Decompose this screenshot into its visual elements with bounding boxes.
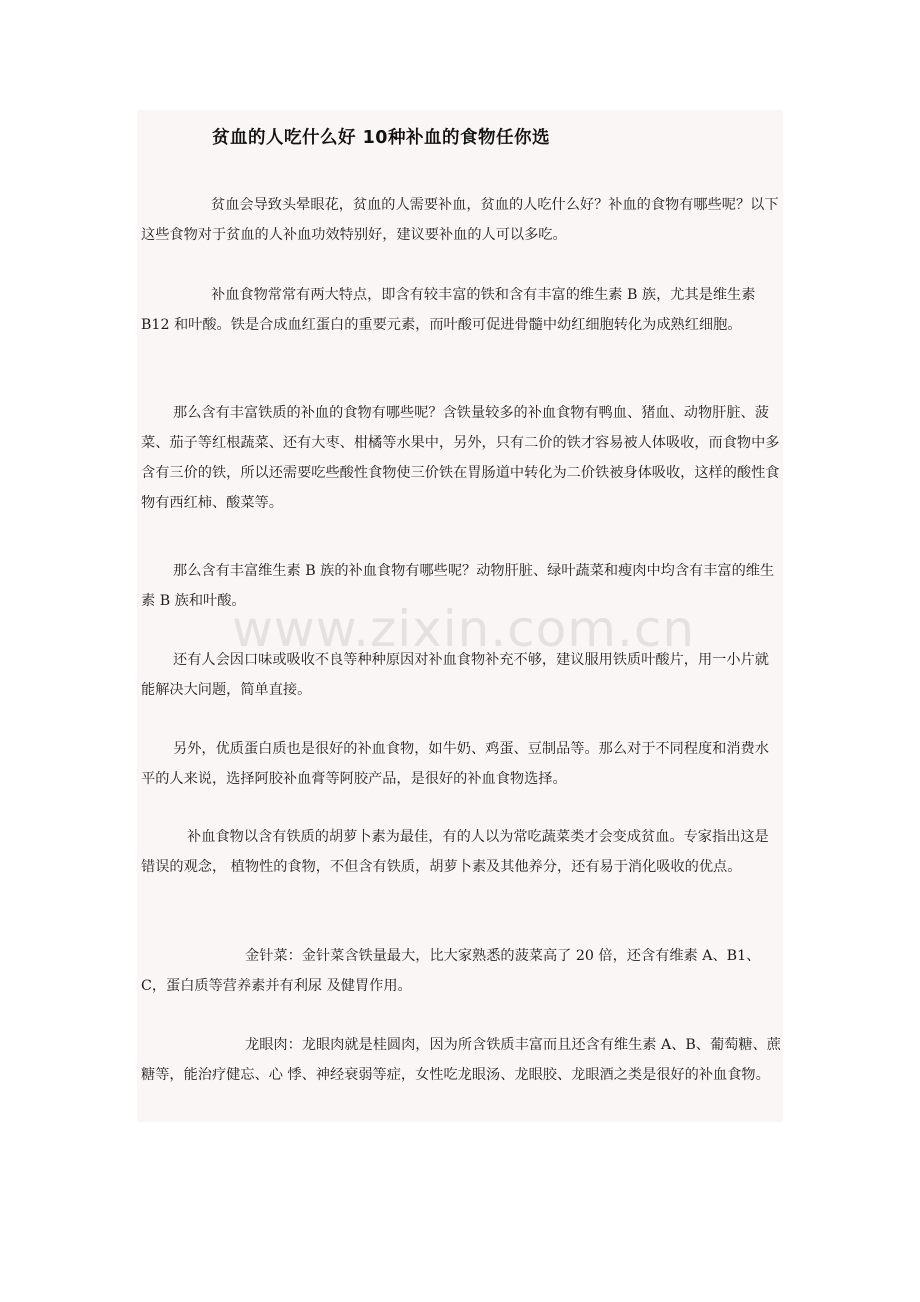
paragraph-protein: 另外，优质蛋白质也是很好的补血食物，如牛奶、鸡蛋、豆制品等。那么对于不同程度和消费水平的人来说，选择阿胶补血膏等阿胶产品，是很好的补血食物选择。 — [141, 741, 769, 787]
paragraph-iron-foods: 那么含有丰富铁质的补血的食物有哪些呢？含铁量较多的补血食物有鸭血、猪血、动物肝脏、菠菜、茄子等红根蔬菜、还有大枣、柑橘等水果中，另外，只有二价的铁才容易被人体吸收，而食物中多含有三价的铁，所以还需要吃些酸性食物使三价铁在胃肠道中转化为二价铁被身体吸收，这样的酸性食物有西红柿、酸菜等。 — [141, 405, 780, 511]
watermark-text: www.zixin.com.cn — [232, 600, 696, 658]
paragraph-carotene: 补血食物以含有铁质的胡萝卜素为最佳，有的人以为常吃蔬菜类才会变成贫血。专家指出这是错误的观念， 植物性的食物，不但含有铁质，胡萝卜素及其他养分，还有易于消化吸收的优点。 — [141, 829, 769, 875]
paragraph-intro: 贫血会导致头晕眼花，贫血的人需要补血，贫血的人吃什么好？补血的食物有哪些呢？以下这些食物对于贫血的人补血功效特别好，建议要补血的人可以多吃。 — [141, 197, 779, 243]
paragraph-supplement: 还有人会因口味或吸收不良等种种原因对补血食物补充不够，建议服用铁质叶酸片，用一小片就能解决大问题，简单直接。 — [141, 652, 769, 698]
paragraph-vitamin-b-foods: 那么含有丰富维生素 B 族的补血食物有哪些呢？动物肝脏、绿叶蔬菜和瘦肉中均含有丰富的维生素 B 族和叶酸。 — [141, 563, 775, 609]
document-title: 贫血的人吃什么好 10种补血的食物任你选 — [212, 128, 550, 148]
paragraph-longan: 龙眼肉：龙眼肉就是桂圆肉，因为所含铁质丰富而且还含有维生素 A、B、葡萄糖、蔗糖等，能治疗健忘、心 悸、神经衰弱等症，女性吃龙眼汤、龙眼胶、龙眼酒之类是很好的补血食物。 — [141, 1037, 781, 1083]
paragraph-daylily: 金针菜：金针菜含铁量最大，比大家熟悉的菠菜高了 20 倍，还含有维素 A、B1、C，蛋白质等营养素并有利尿 及健胃作用。 — [141, 948, 761, 994]
paragraph-features: 补血食物常常有两大特点，即含有较丰富的铁和含有丰富的维生素 B 族，尤其是维生素 B12 和叶酸。铁是合成血红蛋白的重要元素，而叶酸可促进骨髓中幼红细胞转化为成熟红细胞。 — [141, 287, 756, 333]
